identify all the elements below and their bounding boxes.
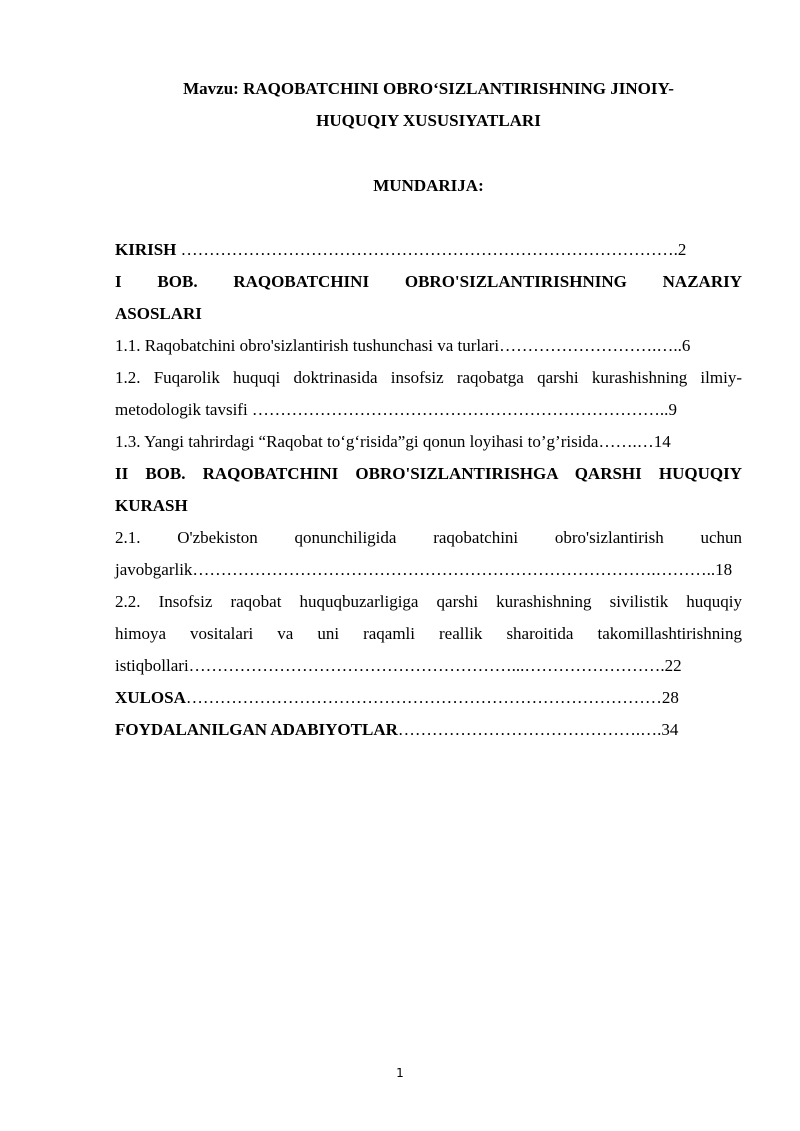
toc-entry-2-2-line-3 <box>115 650 742 682</box>
toc-entry-text: metodologik tavsifi ……………………………………………………………….. <box>115 400 669 419</box>
toc-leaders: ………………………………………………………………………… <box>185 688 662 707</box>
title-line-2: HUQUQIY XUSUSIYATLARI <box>316 111 541 130</box>
toc-page-number: 2 <box>677 240 687 259</box>
toc-entry-2-2-line-2: himoya vositalari va uni raqamli reallik sharoitida takomillashtirishning <box>115 624 742 643</box>
toc-entry-1-1 <box>115 330 742 362</box>
toc-chapter-1-line-1: I BOB. RAQOBATCHINI OBRO'SIZLANTIRISHNING NAZARIY <box>115 272 742 291</box>
toc-entry-label: FOYDALANILGAN ADABIYOTLAR <box>115 720 398 739</box>
toc-leaders: ……………………………………………………………………………. <box>176 240 678 259</box>
toc-entry-label: KIRISH <box>115 240 177 259</box>
toc-entry-text: 1.1. Raqobatchini obro'sizlantirish tushunchasi va turlari……………………….….. <box>115 336 682 355</box>
toc-entry-label: XULOSA <box>115 688 186 707</box>
toc-page-number: 6 <box>681 336 691 355</box>
toc-entry-2-1-line-2 <box>115 554 742 586</box>
toc-leaders: …………………………………….…. <box>397 720 662 739</box>
toc-entry-kirish <box>115 234 742 266</box>
toc-entry-2-2-line-1: 2.2. Insofsiz raqobat huquqbuzarligiga qarshi kurashishning sivilistik huquqiy <box>115 592 742 611</box>
toc-page-number: 18 <box>715 560 733 579</box>
toc-chapter-2-line-2: KURASH <box>115 496 188 515</box>
toc-page-number: 22 <box>664 656 682 675</box>
toc-entry-1-2-line-2 <box>115 394 742 426</box>
page-number: 1 <box>396 1066 404 1080</box>
document-title <box>115 73 742 137</box>
toc-entry-1-2-line-1: 1.2. Fuqarolik huquqi doktrinasida insofsiz raqobatga qarshi kurashishning ilmiy- <box>115 368 742 387</box>
toc-page-number: 28 <box>661 688 679 707</box>
toc-page-number: 34 <box>661 720 679 739</box>
toc-page-number: 14 <box>653 432 671 451</box>
toc-chapter-1-line-2: ASOSLARI <box>115 304 202 323</box>
toc-page-number: 9 <box>668 400 677 419</box>
toc-entry-1-3 <box>115 426 742 458</box>
toc-entry-adabiyotlar <box>115 714 742 746</box>
toc-entry-xulosa <box>115 682 742 714</box>
toc-entry-text: istiqbollari…………………………………………………...……………………. <box>115 656 665 675</box>
toc-heading: MUNDARIJA: <box>373 176 484 195</box>
toc-entry-2-1-line-1: 2.1. O'zbekiston qonunchiligida raqobatchini obro'sizlantirish uchun <box>115 528 742 547</box>
title-line-1: Mavzu: RAQOBATCHINI OBRO‘SIZLANTIRISHNING JINOIY- <box>183 79 674 98</box>
toc-chapter-2-line-1: II BOB. RAQOBATCHINI OBRO'SIZLANTIRISHGA QARSHI HUQUQIY <box>115 464 742 483</box>
toc-entry-text: 1.3. Yangi tahrirdagi “Raqobat to‘g‘risida”gi qonun loyihasi to’g’risida…….… <box>115 432 654 451</box>
toc-entry-text: javobgarlik……………………………………………………………………….……….. <box>115 560 716 579</box>
table-of-contents <box>115 234 742 746</box>
